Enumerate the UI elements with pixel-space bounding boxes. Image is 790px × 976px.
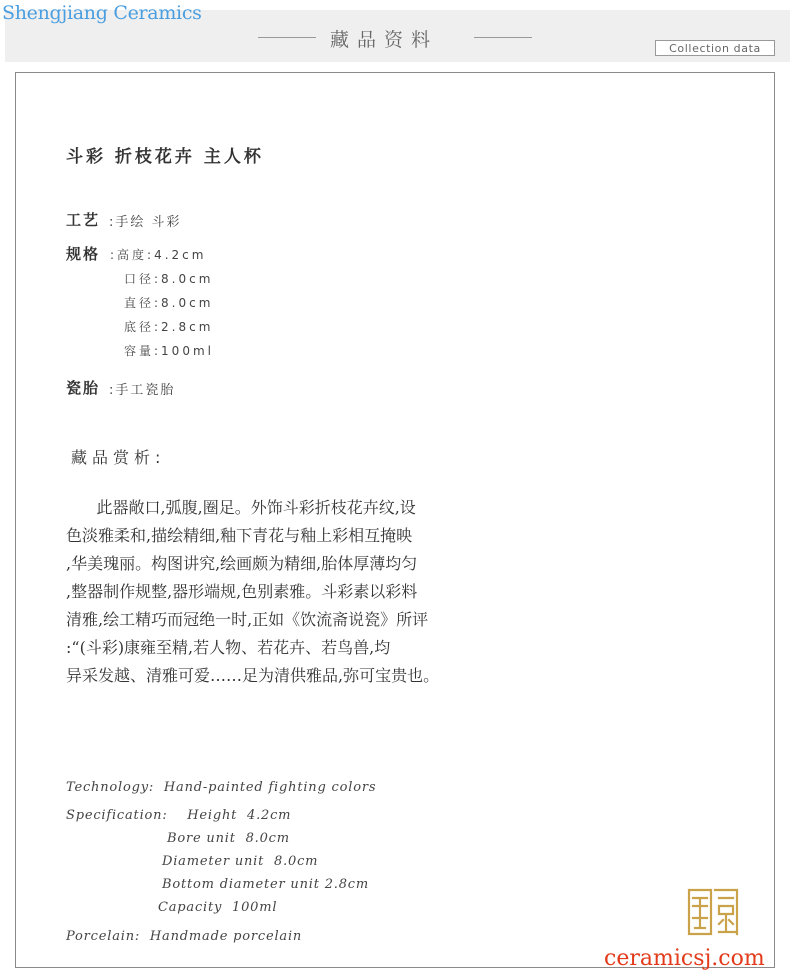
en-bore: Bore unit 8.0cm	[167, 831, 290, 846]
spec-height: :高度:4.2cm	[110, 248, 207, 262]
en-capacity: Capacity 100ml	[158, 900, 278, 915]
appreciation-line: ,华美瑰丽。构图讲究,绘画颇为精细,胎体厚薄均匀	[66, 554, 418, 573]
appreciation-line: :“(斗彩)康雍至精,若人物、若花卉、若鸟兽,均	[66, 638, 391, 657]
craft-value: :手绘 斗彩	[109, 215, 182, 230]
seal-stamp-icon	[683, 884, 743, 940]
appreciation-text	[66, 494, 536, 690]
collection-data-badge: Collection data	[655, 40, 775, 56]
header-divider-left	[258, 37, 316, 38]
spec-diameter: 直径:8.0cm	[124, 296, 214, 310]
en-bottom-diameter: Bottom diameter unit 2.8cm	[162, 877, 369, 892]
en-diameter: Diameter unit 8.0cm	[162, 854, 319, 869]
appreciation-line: 此器敞口,弧腹,圈足。外饰斗彩折枝花卉纹,设	[66, 498, 416, 517]
craft-label: 工艺	[66, 211, 101, 229]
appreciation-line: 异采发越、清雅可爱……足为清供雅品,弥可宝贵也。	[66, 666, 440, 685]
site-watermark: ceramicsj.com	[604, 946, 765, 971]
page-title: 藏品资料	[330, 29, 439, 51]
spec-base: 底径:2.8cm	[124, 320, 214, 334]
spec-capacity: 容量:100ml	[124, 344, 214, 358]
spec-bore: 口径:8.0cm	[124, 272, 214, 286]
appreciation-line: 色淡雅柔和,描绘精细,釉下青花与釉上彩相互掩映	[66, 526, 413, 545]
brand-name: Shengjiang Ceramics	[2, 2, 202, 24]
en-specification: Specification: Height 4.2cm	[66, 808, 292, 823]
product-title: 斗彩 折枝花卉 主人杯	[66, 147, 264, 167]
spec-label: 规格	[66, 245, 101, 263]
body-label: 瓷胎	[66, 379, 101, 397]
header-divider-right	[474, 37, 532, 38]
appreciation-line: ,整器制作规整,器形端规,色别素雅。斗彩素以彩料	[66, 582, 418, 601]
en-porcelain: Porcelain: Handmade porcelain	[66, 929, 303, 944]
en-technology: Technology: Hand-painted fighting colors	[66, 780, 377, 795]
body-value: :手工瓷胎	[109, 383, 176, 398]
appreciation-line: 清雅,绘工精巧而冠绝一时,正如《饮流斋说瓷》所评	[66, 610, 429, 629]
appreciation-title: 藏品赏析:	[71, 448, 166, 467]
